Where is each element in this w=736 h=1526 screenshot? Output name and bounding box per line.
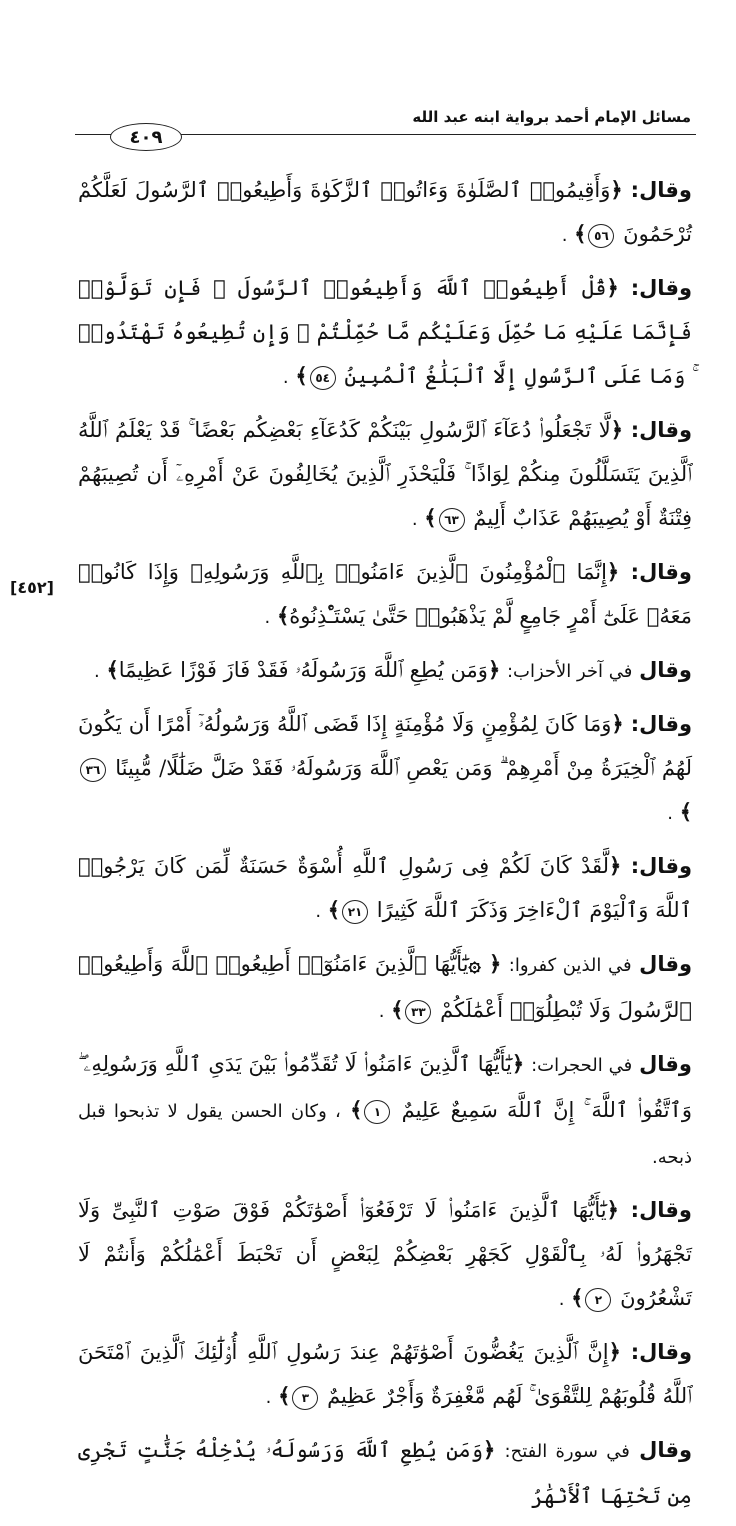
paragraph-tail: . (558, 1289, 565, 1310)
page-number-badge: ٤٠٩ (110, 123, 182, 151)
quote-close-bracket: ﴾ (350, 1098, 363, 1122)
paragraph-lead: وقال: (630, 712, 692, 736)
quran-verse: وَمَا كَانَ لِمُؤْمِنٍ وَلَا مُؤْمِنَةٍ إِذَا قَضَى ٱللَّهُ وَرَسُولُهُۥٓ أَمْرًا أَن يَكُونَ لَهُمُ ٱلْخِيَرَةُ مِنْ أَمْرِهِمْ ۗ وَمَن يَعْصِ ٱللَّهَ وَرَسُولَهُۥ فَقَدْ ضَلَّ ضَلَٰلًا/ مُّبِينًا (78, 712, 692, 780)
margin-page-marker: [٤٥٢] (10, 578, 54, 597)
quran-verse: إِنَّ ٱلَّذِينَ يَغُضُّونَ أَصْوَٰتَهُمْ عِندَ رَسُولِ ٱللَّهِ أُو۟لَٰٓئِكَ ٱلَّذِينَ ٱمْتَحَنَ ٱللَّهُ قُلُوبَهُمْ لِلتَّقْوَىٰ ۚ لَهُم مَّغْفِرَةٌ وَأَجْرٌ عَظِيمٌ (78, 1340, 692, 1408)
quote-close-bracket: ﴾ (276, 604, 290, 628)
verse-paragraph (78, 702, 692, 836)
verse-number-badge: ٣٣ (405, 1000, 431, 1024)
paragraph-lead: وقال (639, 1438, 693, 1462)
paragraph-tail: . (667, 803, 673, 824)
paragraph-tail: . (315, 901, 322, 922)
paragraph-lead: وقال: (630, 1340, 692, 1364)
verse-paragraph (78, 942, 692, 1034)
verse-paragraph (78, 408, 692, 542)
quran-verse: وَمَن يُطِعِ ٱللَّهَ وَرَسُولَهُۥ يُدْخِلْهُ جَنَّٰتٍ تَجْرِى مِن تَحْتِهَا ٱلْأَنْهَٰرُ (78, 1438, 692, 1508)
paragraph-intro: في الحجرات: (531, 1055, 633, 1076)
verse-paragraph (78, 1428, 692, 1518)
quote-close-bracket: ﴾ (679, 800, 692, 824)
paragraph-tail: . (378, 1001, 385, 1022)
verse-number-badge: ٢ (585, 1288, 611, 1312)
quote-open-bracket: ﴿ ۞ (468, 952, 502, 976)
quote-close-bracket: ﴾ (571, 1286, 584, 1310)
verse-paragraph (78, 1188, 692, 1322)
paragraph-tail: ، وكان الحسن يقول لا تذبحوا قبل ذبحه. (78, 1101, 692, 1168)
quote-open-bracket: ﴿ (610, 418, 624, 442)
quote-close-bracket: ﴾ (278, 1384, 291, 1408)
quote-open-bracket: ﴿ (606, 276, 619, 300)
quote-open-bracket: ﴿ (511, 1052, 525, 1076)
paragraph-tail: . (561, 225, 568, 246)
verse-number-badge: ٦٣ (439, 508, 465, 532)
paragraph-intro: في آخر الأحزاب: (506, 661, 633, 682)
verse-number-badge: ٢١ (342, 900, 368, 924)
verse-number-badge: ٣٦ (80, 758, 106, 782)
verse-number-badge: ٥٤ (310, 366, 336, 390)
quran-verse: وَمَن يُطِعِ ٱللَّهَ وَرَسُولَهُۥ فَقَدْ فَازَ فَوْزًا عَظِيمًا (118, 658, 488, 682)
quran-verse: قُلْ أَطِيعُوا۟ ٱللَّهَ وَأَطِيعُوا۟ ٱلرَّسُولَ ۖ فَإِن تَوَلَّوْا۟ فَإِنَّمَا عَلَيْهِ مَا حُمِّلَ وَعَلَيْكُم مَّا حُمِّلْتُمْ ۖ وَإِن تُطِيعُوهُ تَهْتَدُوا۟ ۚ وَمَا عَلَى ٱلرَّسُولِ إِلَّا ٱلْبَلَٰغُ ٱلْمُبِينُ (78, 276, 692, 388)
quran-verse: يَٰٓأَيُّهَا ٱلَّذِينَ ءَامَنُوا۟ لَا تُقَدِّمُوا۟ بَيْنَ يَدَىِ ٱللَّهِ وَرَسُولِهِۦ ۖ وَٱتَّقُوا۟ ٱللَّهَ ۚ إِنَّ ٱللَّهَ سَمِيعٌ عَلِيمٌ (78, 1052, 693, 1122)
paragraph-lead: وقال: (630, 418, 692, 442)
verse-paragraph (78, 266, 692, 400)
quote-close-bracket: ﴾ (106, 658, 119, 682)
verse-paragraph (78, 168, 692, 258)
verse-number-badge: ١ (364, 1100, 390, 1124)
paragraph-intro: في سورة الفتح: (504, 1441, 630, 1462)
quote-close-bracket: ﴾ (391, 998, 404, 1022)
running-header-title: مسائل الإمام أحمد برواية ابنه عبد الله (412, 108, 691, 126)
quran-verse: يَٰٓأَيُّهَا ٱلَّذِينَ ءَامَنُوٓا۟ أَطِيعُوا۟ ٱللَّهَ وَأَطِيعُوا۟ ٱلرَّسُولَ وَلَا تُبْطِلُوٓا۟ أَعْمَٰلَكُمْ (78, 952, 692, 1022)
quran-verse: لَّا تَجْعَلُوا۟ دُعَآءَ ٱلرَّسُولِ بَيْنَكُمْ كَدُعَآءِ بَعْضِكُم بَعْضًا ۚ قَدْ يَعْلَمُ ٱللَّهُ ٱلَّذِينَ يَتَسَلَّلُونَ مِنكُمْ لِوَاذًا ۚ فَلْيَحْذَرِ ٱلَّذِينَ يُخَالِفُونَ عَنْ أَمْرِهِۦٓ أَن تُصِيبَهُمْ فِتْنَةٌ أَوْ يُصِيبَهُمْ عَذَابٌ أَلِيمٌ (78, 418, 692, 530)
verse-number-badge: ٥٦ (588, 224, 614, 248)
quran-verse: وَأَقِيمُوا۟ ٱلصَّلَوٰةَ وَءَاتُوا۟ ٱلزَّكَوٰةَ وَأَطِيعُوا۟ ٱلرَّسُولَ لَعَلَّكُمْ تُرْحَمُونَ (78, 178, 692, 246)
verse-paragraph (78, 648, 692, 694)
page-body (78, 168, 692, 1526)
paragraph-lead: وقال: (630, 178, 692, 202)
quote-open-bracket: ﴿ (606, 560, 620, 584)
quote-open-bracket: ﴿ (610, 178, 623, 202)
quote-close-bracket: ﴾ (574, 222, 587, 246)
quran-verse: يَٰٓأَيُّهَا ٱلَّذِينَ ءَامَنُوا۟ لَا تَرْفَعُوٓا۟ أَصْوَٰتَكُمْ فَوْقَ صَوْتِ ٱلنَّبِىِّ وَلَا تَجْهَرُوا۟ لَهُۥ بِٱلْقَوْلِ كَجَهْرِ بَعْضِكُمْ لِبَعْضٍ أَن تَحْبَطَ أَعْمَٰلُكُمْ وَأَنتُمْ لَا تَشْعُرُونَ (78, 1198, 692, 1310)
quote-open-bracket: ﴿ (609, 854, 622, 878)
paragraph-tail: . (282, 367, 289, 388)
quote-open-bracket: ﴿ (611, 712, 624, 736)
verse-paragraph (78, 550, 692, 640)
quote-open-bracket: ﴿ (608, 1340, 621, 1364)
verse-paragraph (78, 1330, 692, 1420)
quote-close-bracket: ﴾ (327, 898, 341, 922)
quote-close-bracket: ﴾ (424, 506, 437, 530)
quran-verse: إِنَّمَا ٱلْمُؤْمِنُونَ ٱلَّذِينَ ءَامَنُوا۟ بِٱللَّهِ وَرَسُولِهِۦ وَإِذَا كَانُوا۟ مَعَهُۥ عَلَىٰٓ أَمْرٍ جَامِعٍ لَّمْ يَذْهَبُوا۟ حَتَّىٰ يَسْتَـْٔذِنُوهُ (78, 560, 692, 628)
paragraph-lead: وقال (639, 1052, 692, 1076)
paragraph-intro: في الذين كفروا: (508, 955, 632, 976)
paragraph-lead: وقال: (630, 276, 692, 300)
paragraph-lead: وقال: (630, 560, 692, 584)
paragraph-tail: . (264, 607, 271, 628)
paragraph-lead: وقال: (630, 854, 692, 878)
paragraph-tail: . (265, 1387, 272, 1408)
quote-open-bracket: ﴿ (487, 658, 501, 682)
paragraph-tail: . (411, 509, 418, 530)
quran-verse: لَّقَدْ كَانَ لَكُمْ فِى رَسُولِ ٱللَّهِ أُسْوَةٌ حَسَنَةٌ لِّمَن كَانَ يَرْجُوا۟ ٱللَّهَ وَٱلْيَوْمَ ٱلْءَاخِرَ وَذَكَرَ ٱللَّهَ كَثِيرًا (78, 854, 692, 922)
paragraph-lead: وقال (639, 658, 692, 682)
paragraph-lead: وقال: (630, 1198, 692, 1222)
quote-open-bracket: ﴿ (606, 1198, 619, 1222)
verse-paragraph (78, 844, 692, 934)
verse-number-badge: ٣ (292, 1386, 318, 1410)
paragraph-lead: وقال (639, 952, 693, 976)
quote-close-bracket: ﴾ (295, 364, 308, 388)
verse-paragraph (78, 1042, 692, 1180)
quote-open-bracket: ﴿ (483, 1438, 496, 1462)
paragraph-tail: . (94, 661, 100, 682)
